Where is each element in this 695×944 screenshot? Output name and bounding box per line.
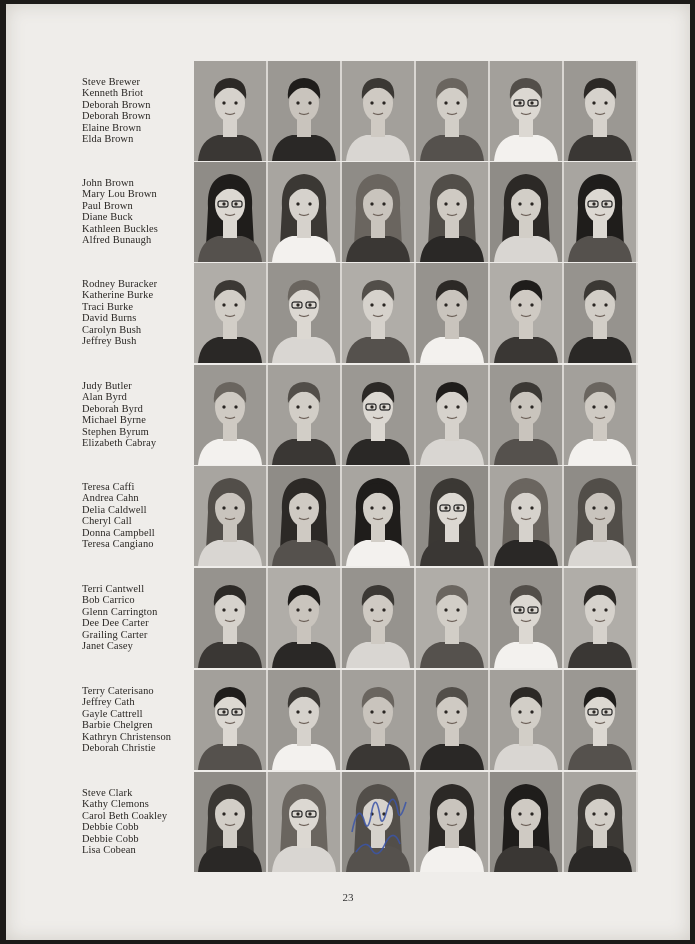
photo-strip — [194, 365, 638, 465]
portrait-row — [6, 162, 690, 262]
portrait-row — [6, 263, 690, 363]
student-photo — [268, 61, 340, 161]
student-photo — [268, 365, 340, 465]
student-photo — [342, 670, 414, 770]
student-photo — [490, 772, 562, 872]
student-name: Kenneth Briot — [82, 88, 144, 100]
student-photo — [342, 365, 414, 465]
name-list — [82, 77, 200, 145]
student-name: Deborah Brown — [82, 99, 151, 111]
student-name: Teresa Caffi — [82, 482, 135, 493]
student-name: Donna Campbell — [82, 527, 155, 539]
student-photo — [490, 365, 562, 465]
student-photo — [194, 61, 266, 161]
student-name: Steve Clark — [82, 788, 133, 799]
student-photo — [342, 61, 414, 161]
student-photo — [268, 162, 340, 262]
student-photo — [490, 162, 562, 262]
student-photo — [342, 568, 414, 668]
student-name: Michael Byrne — [82, 415, 146, 427]
student-photo — [564, 263, 636, 363]
name-list — [82, 686, 200, 754]
student-name: Elizabeth Cabray — [82, 438, 157, 450]
student-photo — [268, 670, 340, 770]
student-photo — [564, 568, 636, 668]
student-name: Deborah Christie — [82, 743, 156, 755]
student-name: Terry Caterisano — [82, 686, 154, 697]
yearbook-page — [6, 4, 690, 940]
student-name: Kathy Clemons — [82, 799, 149, 811]
student-name: Barbie Chelgren — [82, 720, 153, 732]
student-name: Traci Burke — [82, 301, 134, 313]
student-name: Kathryn Christenson — [82, 731, 172, 743]
student-photo — [268, 568, 340, 668]
student-photo — [342, 263, 414, 363]
student-photo — [194, 162, 266, 262]
student-name: Jeffrey Bush — [82, 336, 137, 348]
student-name: Alfred Bunaugh — [82, 235, 152, 247]
student-photo — [342, 466, 414, 566]
student-photo — [564, 162, 636, 262]
student-photo — [490, 263, 562, 363]
student-name: Terri Cantwell — [82, 584, 145, 595]
student-name: Gayle Cattrell — [82, 708, 143, 720]
photo-strip — [194, 568, 638, 668]
student-name: Steve Brewer — [82, 77, 141, 88]
student-name: Judy Butler — [82, 381, 132, 392]
student-name: Jeffrey Cath — [82, 697, 135, 709]
student-name: Alan Byrd — [82, 392, 127, 404]
student-name: Glenn Carrington — [82, 606, 158, 618]
photo-strip — [194, 670, 638, 770]
portrait-row — [6, 61, 690, 161]
student-photo — [416, 466, 488, 566]
student-name: Mary Lou Brown — [82, 189, 157, 201]
name-list — [82, 178, 200, 246]
student-photo — [564, 466, 636, 566]
name-list — [82, 482, 200, 550]
name-list — [82, 788, 200, 856]
student-photo — [268, 772, 340, 872]
student-photo — [416, 162, 488, 262]
photo-strip — [194, 263, 638, 363]
student-photo — [490, 466, 562, 566]
portrait-row — [6, 365, 690, 465]
student-name: Dee Dee Carter — [82, 618, 149, 630]
photo-strip — [194, 61, 638, 161]
student-photo — [490, 568, 562, 668]
student-name: Lisa Cobean — [82, 845, 136, 857]
student-name: Stephen Byrum — [82, 426, 149, 438]
student-photo — [416, 772, 488, 872]
student-name: Carol Beth Coakley — [82, 810, 168, 822]
student-photo — [194, 263, 266, 363]
student-photo — [194, 365, 266, 465]
student-name: Paul Brown — [82, 200, 133, 212]
student-name: Katherine Burke — [82, 290, 154, 302]
student-photo — [194, 466, 266, 566]
student-name: Rodney Buracker — [82, 279, 158, 290]
name-list — [82, 279, 200, 347]
student-photo — [342, 772, 414, 872]
student-name: Teresa Cangiano — [82, 539, 154, 551]
portrait-row — [6, 466, 690, 566]
student-photo — [416, 263, 488, 363]
student-name: Deborah Byrd — [82, 403, 143, 415]
student-photo — [194, 568, 266, 668]
student-photo — [564, 365, 636, 465]
student-photo — [342, 162, 414, 262]
student-name: Delia Caldwell — [82, 504, 147, 516]
student-photo — [268, 263, 340, 363]
student-name: Cheryl Call — [82, 516, 132, 528]
student-photo — [564, 61, 636, 161]
photo-strip — [194, 162, 638, 262]
name-list — [82, 381, 200, 449]
name-list — [82, 584, 200, 652]
student-name: Carolyn Bush — [82, 324, 142, 336]
portrait-row — [6, 772, 690, 872]
photo-strip — [194, 466, 638, 566]
student-name: John Brown — [82, 178, 135, 189]
student-name: Andrea Cahn — [82, 493, 139, 505]
student-name: Kathleen Buckles — [82, 223, 158, 235]
student-photo — [564, 772, 636, 872]
student-photo — [268, 466, 340, 566]
student-photo — [416, 365, 488, 465]
student-photo — [564, 670, 636, 770]
page-number: 23 — [342, 892, 354, 904]
portrait-row — [6, 568, 690, 668]
student-photo — [490, 670, 562, 770]
student-photo — [416, 568, 488, 668]
student-photo — [416, 61, 488, 161]
student-name: Janet Casey — [82, 641, 133, 653]
photo-strip — [194, 772, 638, 872]
portrait-row — [6, 670, 690, 770]
student-name: Debbie Cobb — [82, 822, 139, 834]
student-name: Debbie Cobb — [82, 833, 139, 845]
student-name: Elda Brown — [82, 134, 134, 146]
student-name: Grailing Carter — [82, 629, 148, 641]
student-name: Deborah Brown — [82, 111, 151, 123]
student-name: Elaine Brown — [82, 122, 142, 134]
student-name: Bob Carrico — [82, 595, 135, 607]
student-photo — [194, 670, 266, 770]
autograph-signature — [342, 772, 414, 872]
student-photo — [490, 61, 562, 161]
student-photo — [194, 772, 266, 872]
student-name: David Burns — [82, 313, 137, 325]
student-name: Diane Buck — [82, 212, 133, 224]
student-photo — [416, 670, 488, 770]
